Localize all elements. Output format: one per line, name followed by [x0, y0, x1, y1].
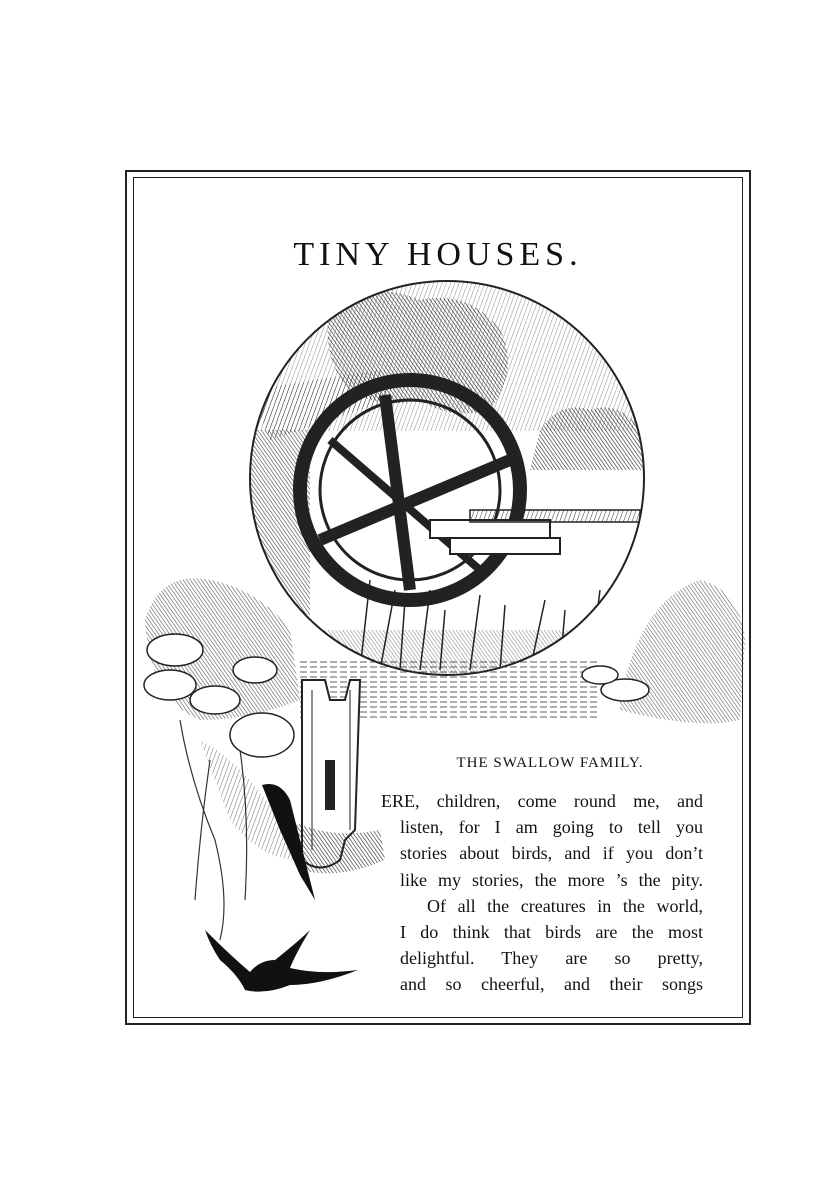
text-line: Of all the creatures in the world,: [427, 895, 703, 916]
text-line: like my stories, the more ’s the pity.: [400, 869, 703, 890]
right-foliage: [582, 580, 745, 723]
text-line: ERE, children, come round me, and: [381, 791, 703, 811]
story-text: [381, 788, 703, 998]
text-line: and so cheerful, and their songs: [400, 974, 703, 995]
text-line: listen, for I am going to tell you: [400, 817, 703, 838]
left-foliage: [144, 578, 300, 940]
text-line: I do think that birds are the most: [400, 922, 703, 943]
text-line: stories about birds, and if you don’t: [400, 843, 703, 864]
page-title: TINY HOUSES.: [293, 236, 583, 273]
text-line: delightful. They are so pretty,: [400, 948, 703, 969]
flying-swallow: [205, 930, 358, 992]
section-heading: THE SWALLOW FAMILY.: [456, 755, 644, 771]
